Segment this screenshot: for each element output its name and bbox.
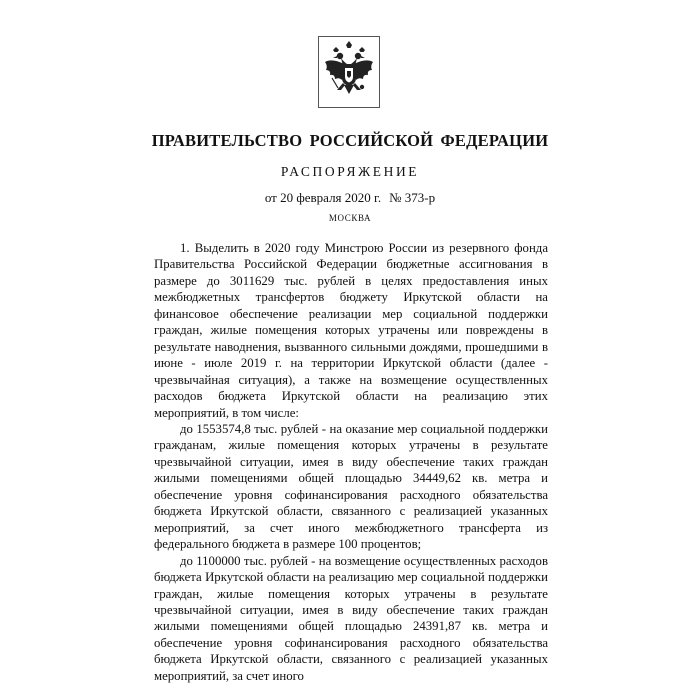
paragraph: до 1100000 тыс. рублей - на возмещение осуществленных расходов бюджета Иркутской области на реализацию мер социальной поддержки граждан, жилые помещения которых утрачены в результате чрезвычайной ситуации, имея в виду обеспечение таких граждан жилыми помещениями общей площадью 24391,87 кв. метра и обеспечение уровня софинансирования расходного обязательства бюджета Иркутской области, связанного с реализацией указанных мероприятий, за счет иного [154,553,548,683]
document-number: № 373-р [389,190,436,205]
paragraph: до 1553574,8 тыс. рублей - на оказание мер социальной поддержки гражданам, жилые помещения которых утрачены в результате чрезвычайной ситуации, имея в виду обеспечение таких граждан жилыми помещениями общей площадью 34449,62 кв. метра и обеспечение уровня софинансирования расходного обязательства бюджета Иркутской области, связанного с реализацией указанных мероприятий, за счет иного межбюджетного трансферта из федерального бюджета в размере 100 процентов; [154,421,548,552]
document-date-line [0,190,700,206]
emblem-frame [318,36,380,108]
russian-coat-of-arms-icon [322,40,376,104]
paragraph: 1. Выделить в 2020 году Минстрою России из резервного фонда Правительства Российской Федерации бюджетные ассигнования в размере до 3011629 тыс. рублей в целях предоставления иных межбюджетных трансфертов бюджету Иркутской области на финансовое обеспечение реализации мер социальной поддержки граждан, жилые помещения которых утрачены или повреждены в результате наводнения, вызванного сильными дождями, прошедшими в июне - июле 2019 г. на территории Иркутской области (далее - чрезвычайная ситуация), а также на возмещение осуществленных расходов бюджета Иркутской области на реализацию этих мероприятий, в том числе: [154,241,548,420]
document-date: от 20 февраля 2020 г. [264,190,382,205]
document-type: РАСПОРЯЖЕНИЕ [280,164,420,179]
government-title: ПРАВИТЕЛЬСТВО РОССИЙСКОЙ ФЕДЕРАЦИИ [151,131,549,150]
document-body [154,240,548,684]
document-city: МОСКВА [328,213,372,223]
